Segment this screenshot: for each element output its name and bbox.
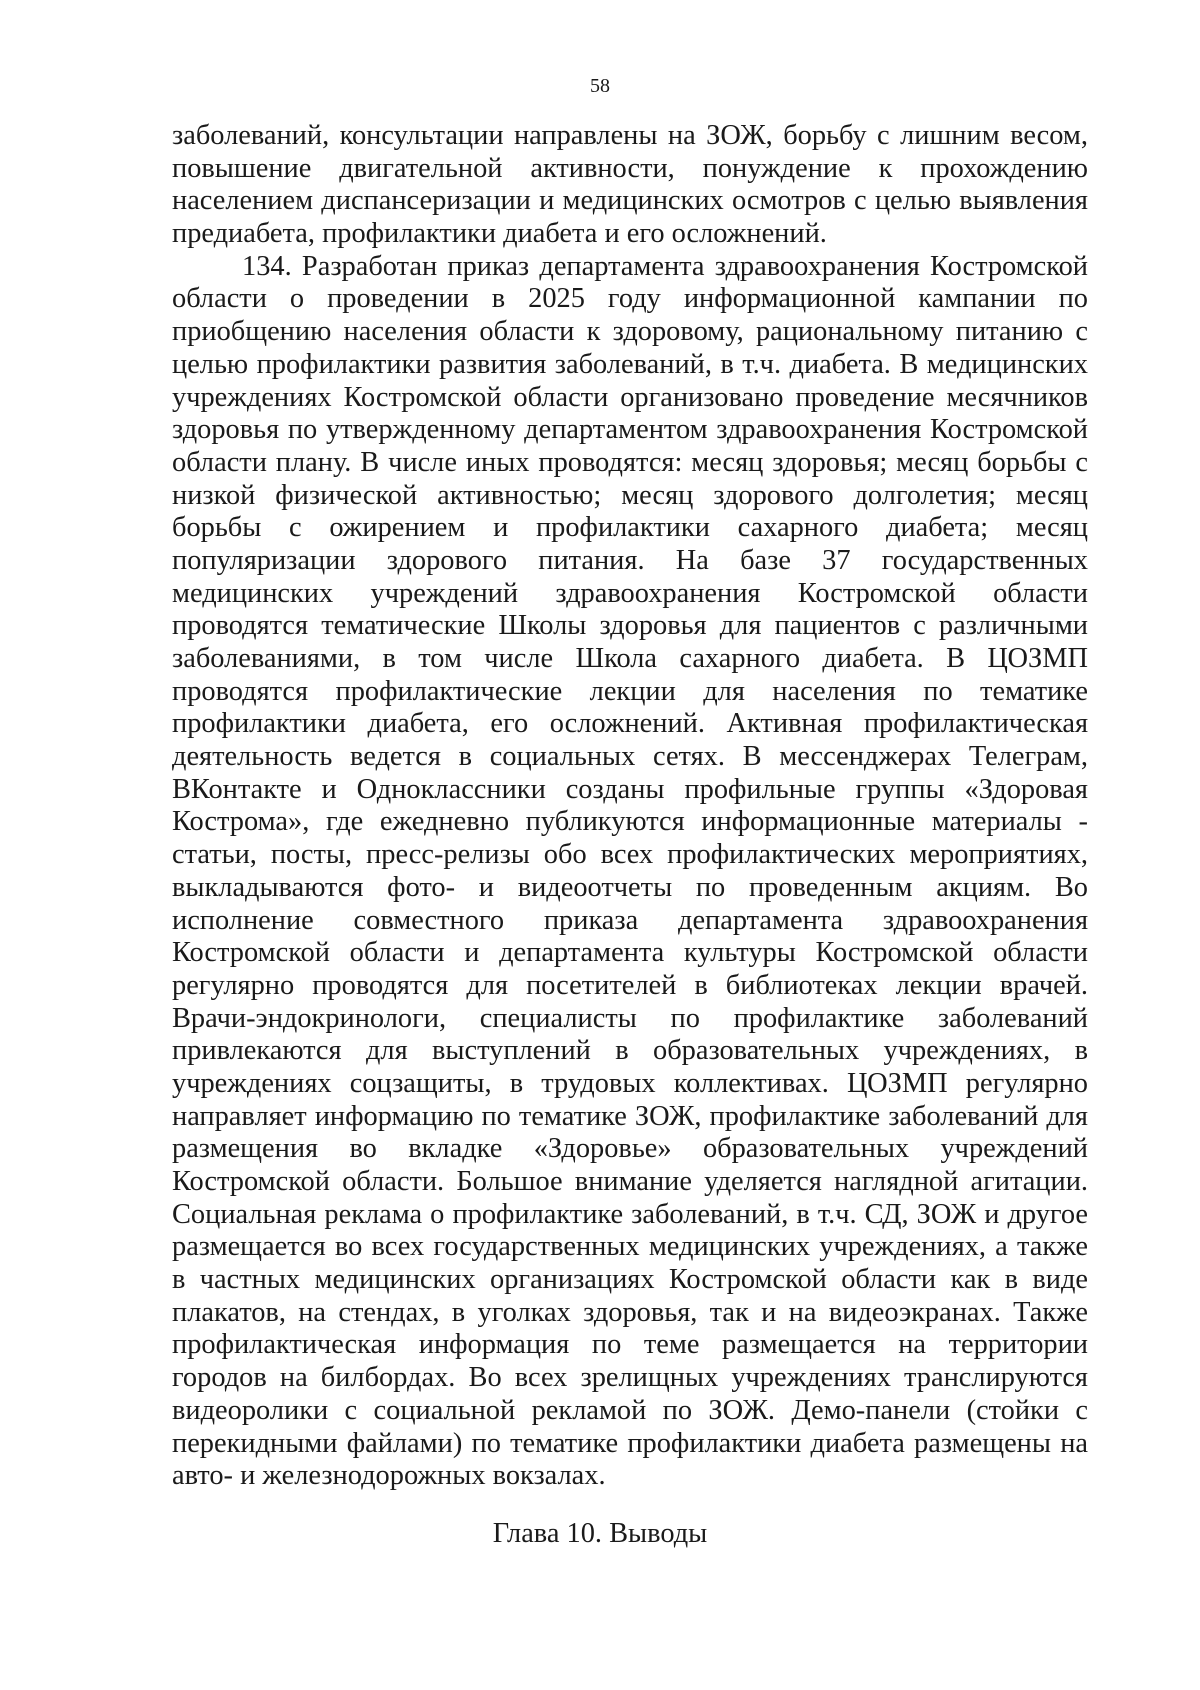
text-line: регулярно проводятся для посетителей в библиотеках лекции врачей. [172,969,1088,1001]
text-line: низкой физической активностью; месяц здорового долголетия; месяц [172,479,1088,511]
text-line: предиабета, профилактики диабета и его осложнений. [172,218,827,250]
text-line: выкладываются фото- и видеоотчеты по проведенным акциям. Во [172,871,1088,903]
chapter-heading: Глава 10. Выводы [492,1518,708,1549]
text-line: городов на билбордах. Во всех зрелищных учреждениях транслируются [172,1362,1088,1394]
text-line: проводятся тематические Школы здоровья для пациентов с различными [172,610,1088,642]
text-line: профилактики диабета, его осложнений. Активная профилактическая [172,708,1088,740]
text-line: перекидными файлами) по тематике профилактики диабета размещены на [172,1427,1088,1459]
text-line: 134. Разработан приказ департамента здравоохранения Костромской [242,250,1088,282]
text-line: Костромской области. Большое внимание уделяется наглядной агитации. [172,1166,1088,1197]
text-line: населением диспансеризации и медицинских осмотров с целью выявления [172,185,1088,217]
text-line: профилактическая информация по теме размещается на территории [172,1329,1088,1361]
text-line: деятельность ведется в социальных сетях. В мессенджерах Телеграм, [172,741,1088,773]
text-line: Социальная реклама о профилактике заболеваний, в т.ч. СД, ЗОЖ и другое [172,1198,1088,1230]
text-line: учреждениях Костромской области организовано проведение месячников [172,381,1088,413]
text-line: Костромской области и департамента культуры Костромской области [172,937,1088,969]
text-line: Кострома», где ежедневно публикуются информационные материалы - [172,806,1088,838]
text-line: Врачи-эндокринологи, специалисты по профилактике заболеваний [172,1002,1088,1034]
text-line: области плану. В числе иных проводятся: месяц здоровья; месяц борьбы с [172,446,1088,478]
text-line: здоровья по утвержденному департаментом здравоохранения Костромской [172,414,1088,446]
text-line: привлекаются для выступлений в образовательных учреждениях, в [172,1035,1088,1067]
text-line: заболеваний, консультации направлены на ЗОЖ, борьбу с лишним весом, [172,120,1088,151]
text-line: направляет информацию по тематике ЗОЖ, профилактике заболеваний для [172,1100,1088,1132]
text-line: размещается во всех государственных медицинских учреждениях, а также [172,1231,1088,1263]
text-line: ВКонтакте и Одноклассники созданы профильные группы «Здоровая [172,773,1088,805]
text-line: плакатов, на стендах, в уголках здоровья, так и на видеоэкранах. Также [172,1296,1088,1328]
text-line: размещения во вкладке «Здоровье» образовательных учреждений [172,1133,1088,1165]
text-line: статьи, посты, пресс-релизы обо всех профилактических мероприятиях, [172,839,1088,871]
page-number: 58 [590,75,610,97]
text-line: исполнение совместного приказа департамента здравоохранения [172,904,1088,936]
text-line: области о проведении в 2025 году информационной кампании по [172,283,1088,315]
text-line: видеоролики с социальной рекламой по ЗОЖ. Демо-панели (стойки с [172,1394,1088,1426]
text-line: в частных медицинских организациях Костромской области как в виде [172,1264,1088,1296]
text-line: популяризации здорового питания. На базе 37 государственных [172,544,1088,576]
text-line: авто- и железнодорожных вокзалах. [172,1460,606,1492]
body-text [172,120,1088,1493]
text-line: учреждениях соцзащиты, в трудовых коллективах. ЦОЗМП регулярно [172,1067,1088,1099]
text-line: проводятся профилактические лекции для населения по тематике [172,675,1088,707]
text-line: приобщению населения области к здоровому, рациональному питанию с [172,316,1088,348]
text-line: целью профилактики развития заболеваний, в т.ч. диабета. В медицинских [172,348,1088,380]
text-line: повышение двигательной активности, понуждение к прохождению [172,152,1088,184]
text-line: заболеваниями, в том числе Школа сахарного диабета. В ЦОЗМП [172,643,1088,674]
text-line: борьбы с ожирением и профилактики сахарного диабета; месяц [172,512,1088,544]
text-line: медицинских учреждений здравоохранения Костромской области [172,577,1088,609]
